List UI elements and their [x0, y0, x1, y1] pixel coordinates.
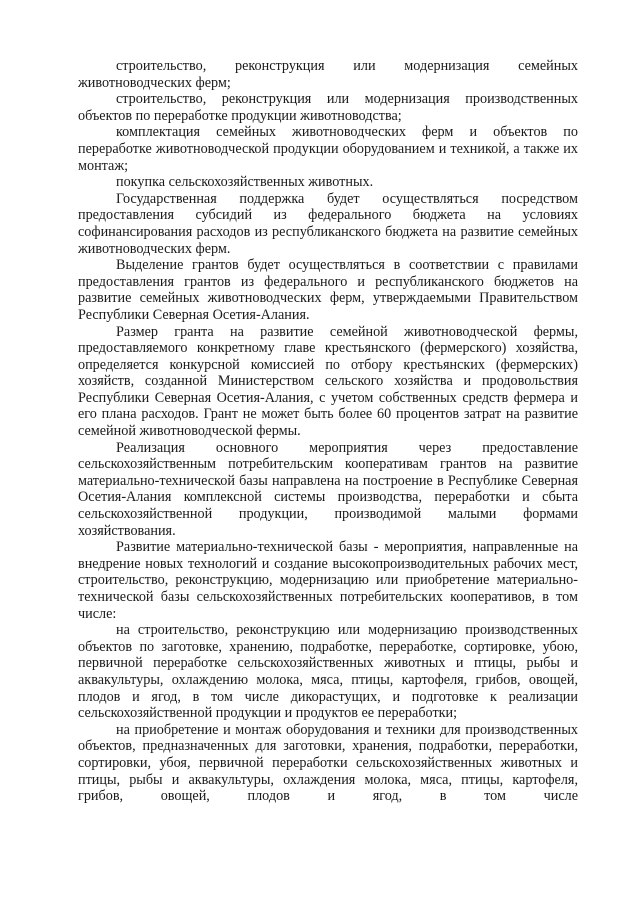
paragraph-9: Развитие материально-технической базы - мероприятия, направленные на внедрение новых технологий и создание высокопроизводительных рабочих мест, строительство, реконструкцию, модернизацию или приобретение материально-технической базы сельскохозяйственных потребительских кооперативов, в том числе: — [78, 539, 578, 622]
paragraph-5: Государственная поддержка будет осуществляться посредством предоставления субсидий из федерального бюджета на условиях софинансирования расходов из республиканского бюджета на развитие семейных животноводческих ферм. — [78, 190, 578, 257]
paragraph-2: строительство, реконструкция или модернизация производственных объектов по переработке продукции животноводства; — [78, 91, 578, 124]
paragraph-8: Реализация основного мероприятия через предоставление сельскохозяйственным потребительским кооперативам грантов на развитие материально-технической базы направлена на построение в Республике Северная Осетия-Алания комплексной системы производства, переработки и сбыта сельскохозяйственной продукции, производимой малыми формами хозяйствования. — [78, 439, 578, 539]
paragraph-3: комплектация семейных животноводческих ферм и объектов по переработке животноводческой продукции оборудованием и техникой, а также их монтаж; — [78, 124, 578, 174]
paragraph-7: Размер гранта на развитие семейной животноводческой фермы, предоставляемого конкретному главе крестьянского (фермерского) хозяйства, определяется конкурсной комиссией по отбору крестьянских (фермерских) хозяйств, созданной Министерством сельского хозяйства и продовольствия Республики Северная Осетия-Алания, с учетом собственных средств фермера и его плана расходов. Грант не может быть более 60 процентов затрат на развитие семейной животноводческой фермы. — [78, 323, 578, 440]
paragraph-10: на строительство, реконструкцию или модернизацию производственных объектов по заготовке, хранению, подработке, переработке, сортировке, убою, первичной переработке сельскохозяйственных животных и птицы, рыбы и аквакультуры, охлаждению молока, мяса, птицы, картофеля, грибов, овощей, плодов и ягод, в том числе дикорастущих, и подготовке к реализации сельскохозяйственной продукции и продуктов ее переработки; — [78, 622, 578, 722]
paragraph-4: покупка сельскохозяйственных животных. — [116, 174, 374, 191]
paragraph-11: на приобретение и монтаж оборудования и техники для производственных объектов, предназначенных для заготовки, хранения, подработки, переработки, сортировки, убоя, первичной переработки сельскохозяйственных животных и птицы, рыбы и аквакультуры, охлаждения молока, мяса, птицы, картофеля, грибов, овощей, плодов и ягод, в том числе — [78, 721, 578, 805]
paragraph-1: строительство, реконструкция или модернизация семейных животноводческих ферм; — [78, 58, 578, 91]
document-page — [78, 58, 578, 805]
paragraph-6: Выделение грантов будет осуществляться в соответствии с правилами предоставления грантов из федерального и республиканского бюджетов на развитие семейных животноводческих ферм, утверждаемыми Правительством Республики Северная Осетия-Алания. — [78, 257, 578, 323]
